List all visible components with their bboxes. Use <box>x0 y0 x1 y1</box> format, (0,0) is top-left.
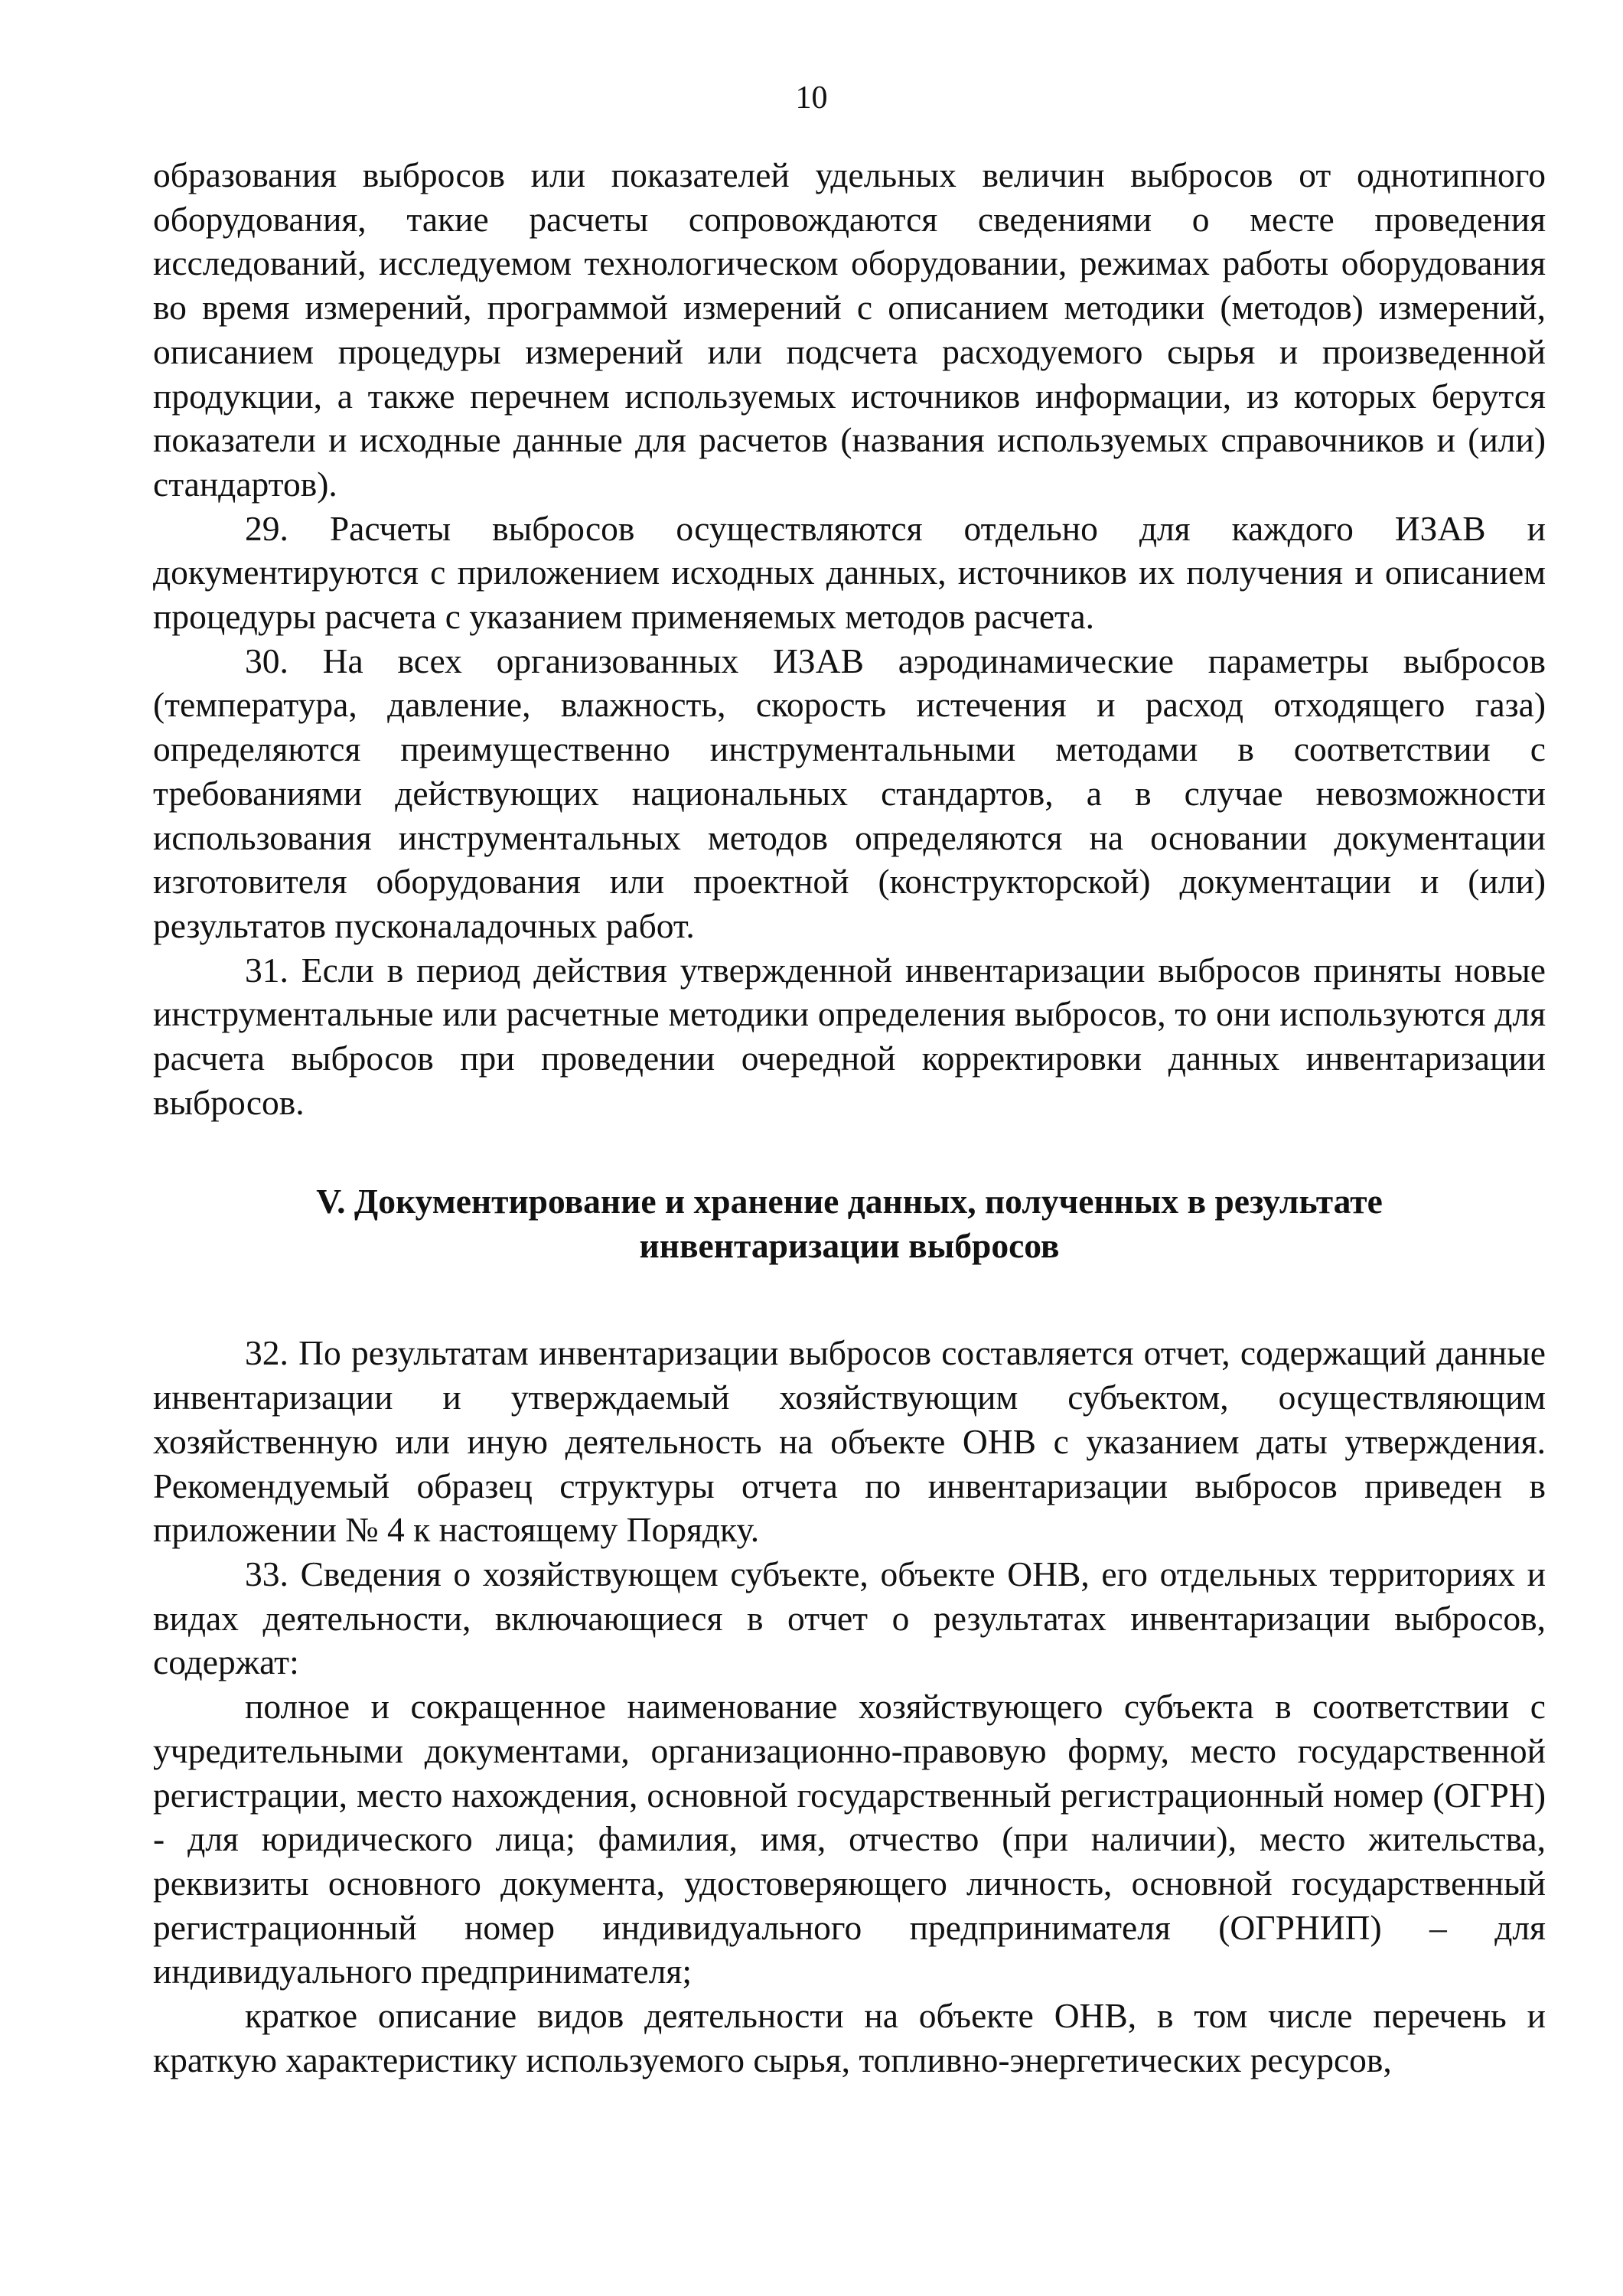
paragraph-30: 30. На всех организованных ИЗАВ аэродинамические параметры выбросов (температура, давление, влажность, скорость истечения и расход отходящего газа) определяются преимущественно инструментальными методами в соответствии с требованиями действующих национальных стандартов, а в случае невозможности использования инструментальных методов определяются на основании документации изготовителя оборудования или проектной (конструкторской) документации и (или) результатов пусконаладочных работ. <box>153 641 1546 945</box>
section-heading-line1: V. Документирование и хранение данных, полученных в результате <box>316 1182 1383 1221</box>
paragraph-31: 31. Если в период действия утвержденной инвентаризации выбросов приняты новые инструментальные или расчетные методики определения выбросов, то они используются для расчета выбросов при проведении очередной корректировки данных инвентаризации выбросов. <box>153 950 1546 1122</box>
paragraph-29: 29. Расчеты выбросов осуществляются отдельно для каждого ИЗАВ и документируются с приложением исходных данных, источников их получения и описанием процедуры расчета с указанием применяемых методов расчета. <box>153 508 1546 637</box>
paragraph-33-item-name: полное и сокращенное наименование хозяйствующего субъекта в соответствии с учредительными документами, организационно-правовую форму, место государственной регистрации, место нахождения, основной государственный регистрационный номер (ОГРН) - для юридического лица; фамилия, имя, отчество (при наличии), место жительства, реквизиты основного документа, удостоверяющего личность, основной государственный регистрационный номер индивидуального предпринимателя (ОГРНИП) – для индивидуального предпринимателя; <box>153 1687 1546 1991</box>
paragraph-continuation: образования выбросов или показателей удельных величин выбросов от однотипного оборудования, такие расчеты сопровождаются сведениями о месте проведения исследований, исследуемом технологическом оборудовании, режимах работы оборудования во время измерений, программой измерений с описанием методики (методов) измерений, описанием процедуры измерений или подсчета расходуемого сырья и произведенной продукции, а также перечнем используемых источников информации, из которых берутся показатели и исходные данные для расчетов (названия используемых справочников и (или) стандартов). <box>153 155 1546 504</box>
page-number: 10 <box>795 80 828 116</box>
paragraph-32: 32. По результатам инвентаризации выбросов составляется отчет, содержащий данные инвентаризации и утверждаемый хозяйствующим субъектом, осуществляющим хозяйственную или иную деятельность на объекте ОНВ с указанием даты утверждения. Рекомендуемый образец структуры отчета по инвентаризации выбросов приведен в приложении № 4 к настоящему Порядку. <box>153 1333 1546 1550</box>
document-body <box>153 153 1546 2082</box>
paragraph-33-item-activities: краткое описание видов деятельности на объекте ОНВ, в том числе перечень и краткую характеристику используемого сырья, топливно-энергетических ресурсов, <box>153 1996 1546 2079</box>
paragraph-33: 33. Сведения о хозяйствующем субъекте, объекте ОНВ, его отдельных территориях и видах деятельности, включающиеся в отчет о результатах инвентаризации выбросов, содержат: <box>153 1554 1546 1682</box>
section-heading-line2: инвентаризации выбросов <box>639 1226 1060 1266</box>
section-heading <box>153 1124 1546 1331</box>
